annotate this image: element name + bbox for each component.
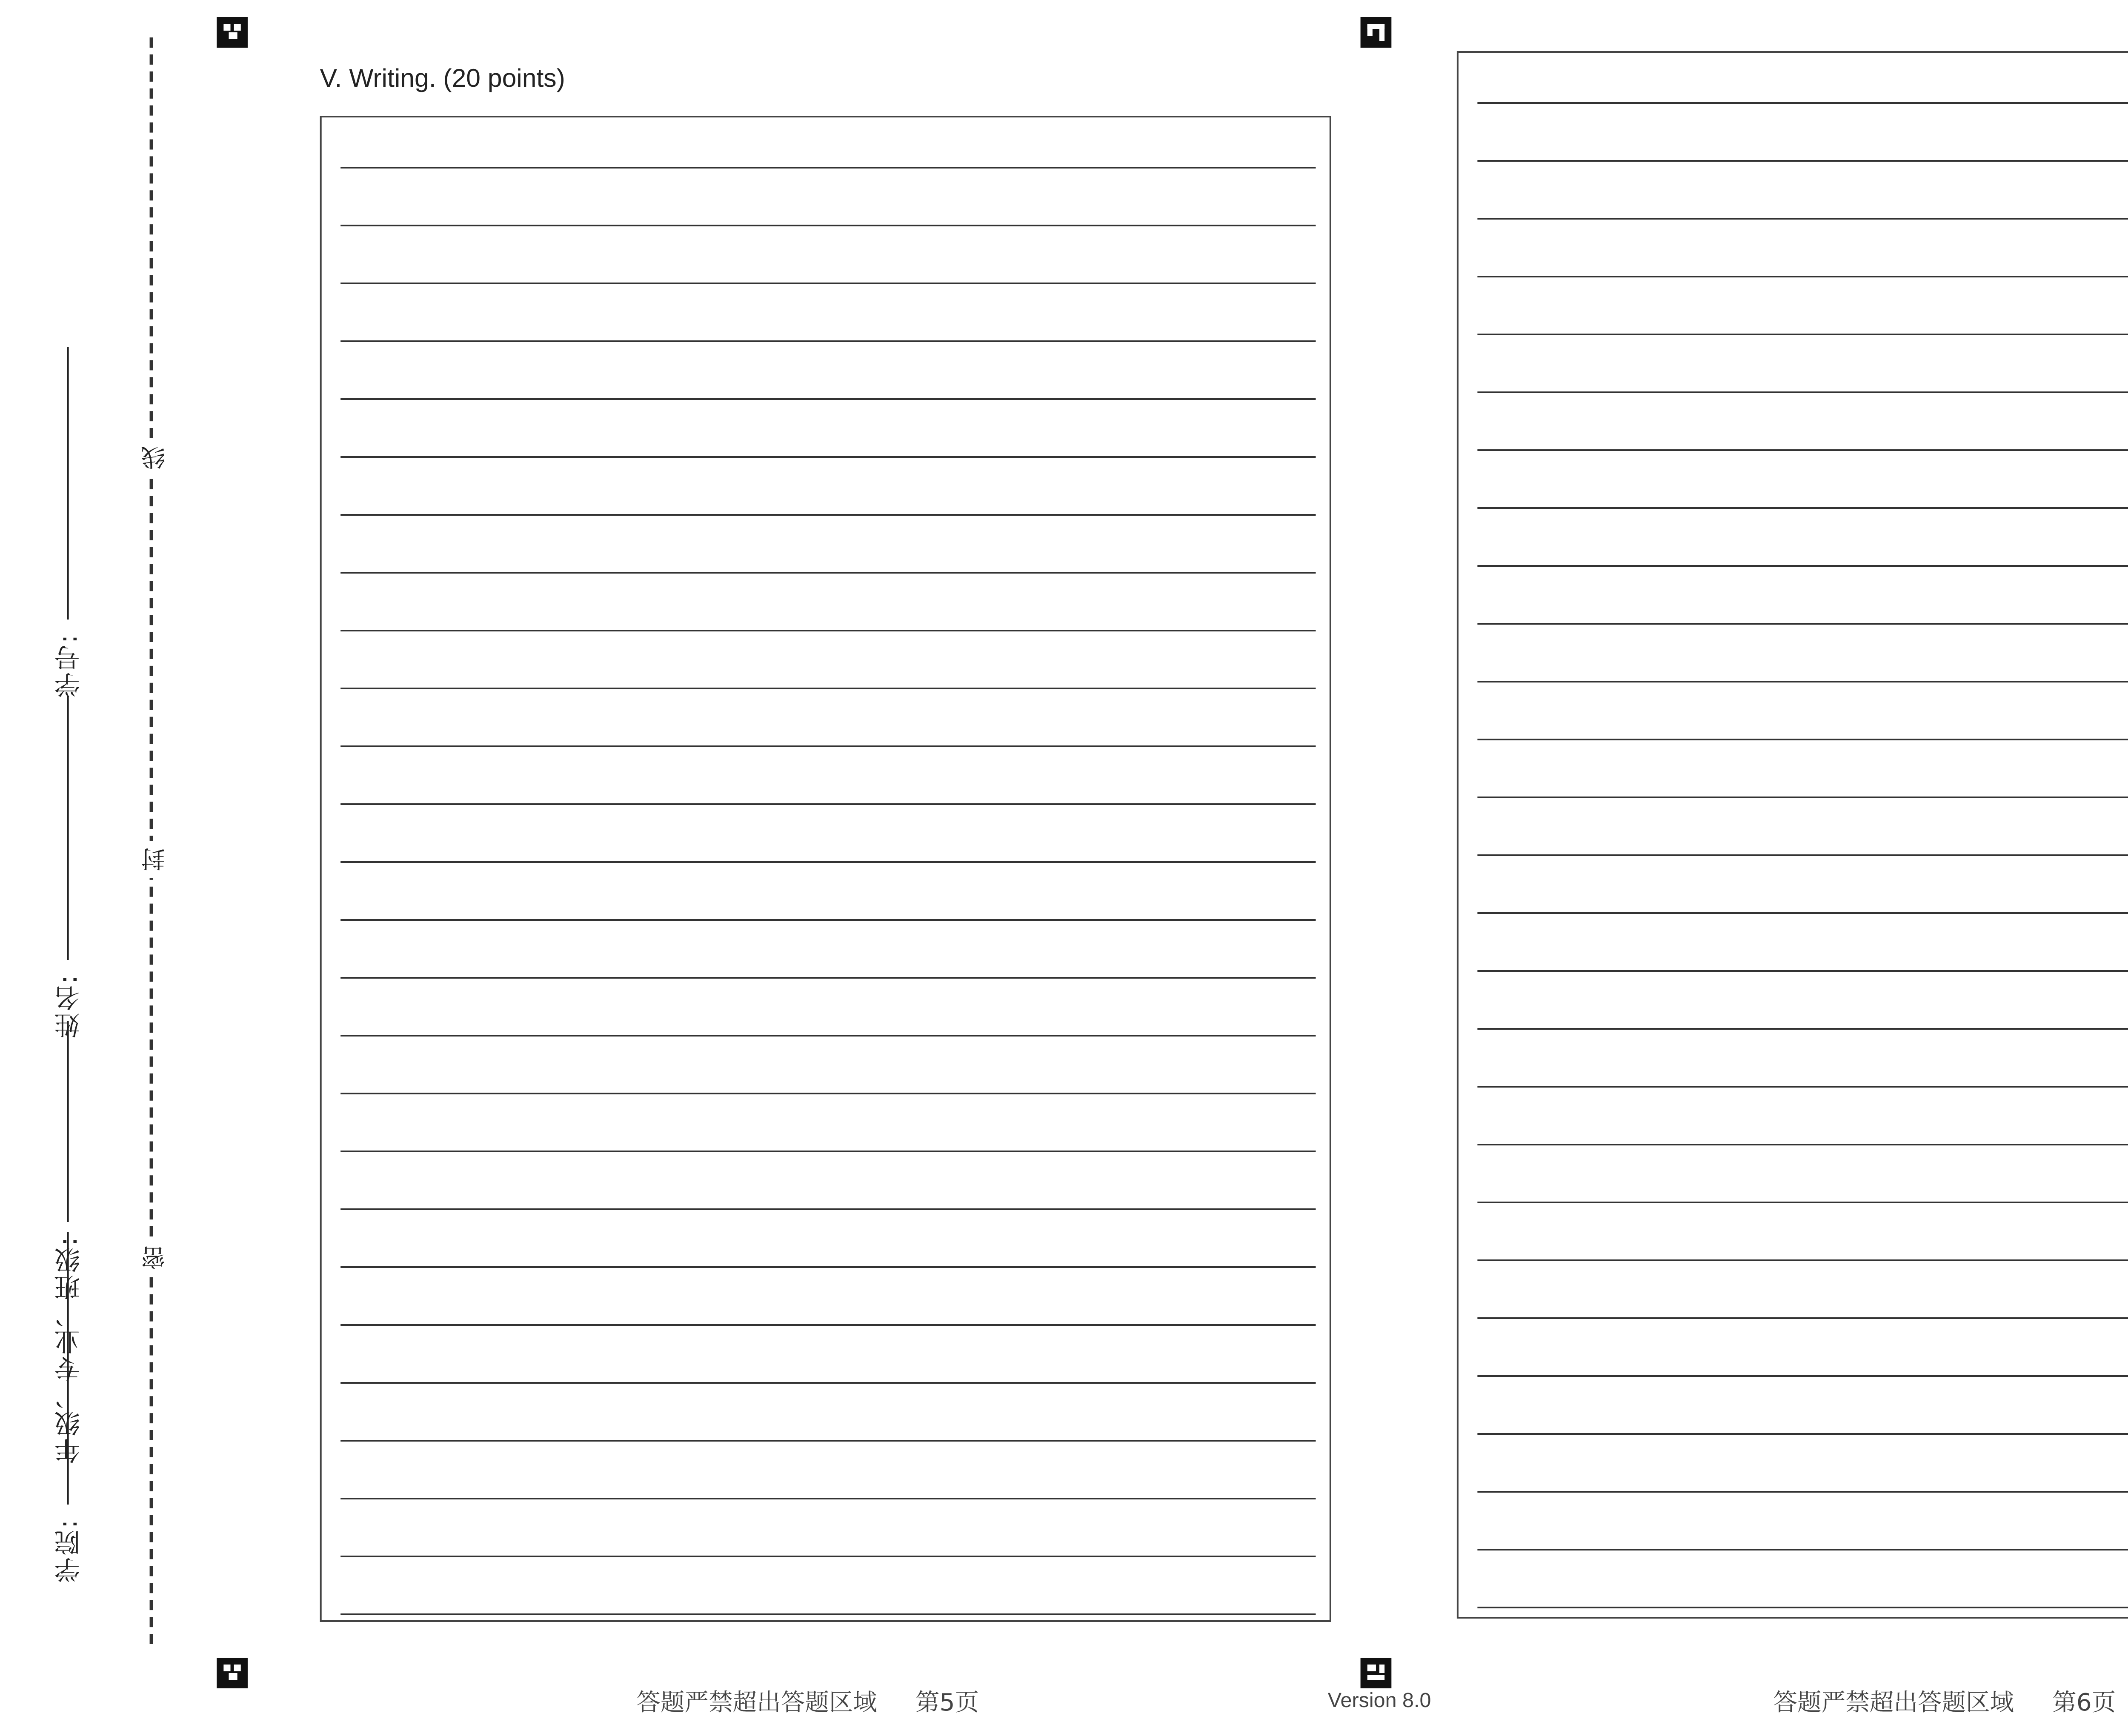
ruled-line: [340, 688, 1316, 689]
version-label: Version 8.0: [1327, 1688, 1431, 1712]
section-title: V. Writing. (20 points): [320, 65, 565, 94]
ruled-line: [1477, 449, 2128, 451]
ruled-line: [340, 745, 1316, 747]
ruled-line: [1477, 970, 2128, 972]
ruled-line: [1477, 1317, 2128, 1319]
corner-marker-icon: [217, 17, 248, 48]
ruled-line: [340, 283, 1316, 284]
ruled-line: [1477, 102, 2128, 104]
ruled-line: [1477, 1028, 2128, 1030]
name-blank[interactable]: [66, 696, 69, 960]
ruled-line: [340, 1266, 1316, 1268]
ruled-line: [340, 225, 1316, 226]
ruled-line: [1477, 1144, 2128, 1145]
ruled-line: [1477, 1491, 2128, 1493]
left-page-footer: [636, 1685, 979, 1719]
ruled-line: [1477, 623, 2128, 625]
page-number: 第6页: [2052, 1690, 2116, 1717]
student-id-field[interactable]: [51, 340, 83, 698]
ruled-line: [1477, 507, 2128, 509]
corner-marker-icon: [217, 1658, 248, 1688]
ruled-line: [1477, 1086, 2128, 1088]
ruled-line: [340, 514, 1316, 516]
class-label: 年级、专业、班级:: [52, 1235, 83, 1464]
student-id-blank[interactable]: [66, 347, 69, 620]
writing-answer-area-right[interactable]: [1457, 51, 2128, 1619]
ruled-line: [1477, 1549, 2128, 1550]
cut-mark-feng: 封: [137, 841, 169, 878]
college-field[interactable]: [51, 1191, 83, 1583]
ruled-line: [340, 977, 1316, 979]
ruled-line: [340, 1556, 1316, 1557]
writing-answer-area-left[interactable]: [320, 116, 1331, 1622]
ruled-line: [340, 1498, 1316, 1499]
footer-notice: 答题严禁超出答题区域: [1773, 1690, 2014, 1717]
ruled-line: [340, 1382, 1316, 1384]
ruled-line: [340, 1093, 1316, 1094]
ruled-line: [1477, 276, 2128, 277]
ruled-line: [340, 1151, 1316, 1152]
ruled-line: [1477, 681, 2128, 682]
corner-marker-icon: [1361, 17, 1392, 48]
ruled-line: [340, 1613, 1316, 1615]
ruled-line: [340, 1035, 1316, 1036]
page-number: 第5页: [915, 1690, 979, 1717]
right-page-footer: [1773, 1685, 2116, 1719]
ruled-line: [340, 1208, 1316, 1210]
ruled-line: [1477, 334, 2128, 335]
ruled-line: [340, 630, 1316, 631]
ruled-line: [340, 456, 1316, 458]
ruled-line: [340, 398, 1316, 400]
ruled-line: [340, 1440, 1316, 1442]
cut-mark-xian: 线: [137, 439, 169, 477]
ruled-line: [1477, 797, 2128, 798]
cut-mark-mi: 密: [137, 1239, 169, 1276]
ruled-line: [1477, 1375, 2128, 1377]
ruled-line: [340, 803, 1316, 805]
ruled-line: [340, 572, 1316, 574]
ruled-line: [1477, 160, 2128, 162]
ruled-line: [1477, 565, 2128, 567]
ruled-line: [1477, 1433, 2128, 1435]
college-blank[interactable]: [66, 1232, 69, 1505]
ruled-line: [1477, 912, 2128, 914]
ruled-line: [340, 1324, 1316, 1326]
ruled-line: [1477, 218, 2128, 220]
ruled-line: [1477, 854, 2128, 856]
ruled-line: [340, 167, 1316, 168]
ruled-line: [1477, 1202, 2128, 1203]
ruled-line: [1477, 1607, 2128, 1608]
corner-marker-icon: [1361, 1658, 1392, 1688]
ruled-line: [1477, 739, 2128, 740]
name-label: 姓名:: [52, 973, 83, 1038]
ruled-line: [340, 861, 1316, 863]
ruled-line: [1477, 391, 2128, 393]
college-label: 学院:: [52, 1518, 83, 1583]
student-id-label: 学号:: [52, 633, 83, 698]
ruled-line: [1477, 1259, 2128, 1261]
footer-notice: 答题严禁超出答题区域: [636, 1690, 878, 1717]
ruled-line: [340, 919, 1316, 921]
ruled-line: [340, 340, 1316, 342]
name-field[interactable]: [51, 681, 83, 1038]
